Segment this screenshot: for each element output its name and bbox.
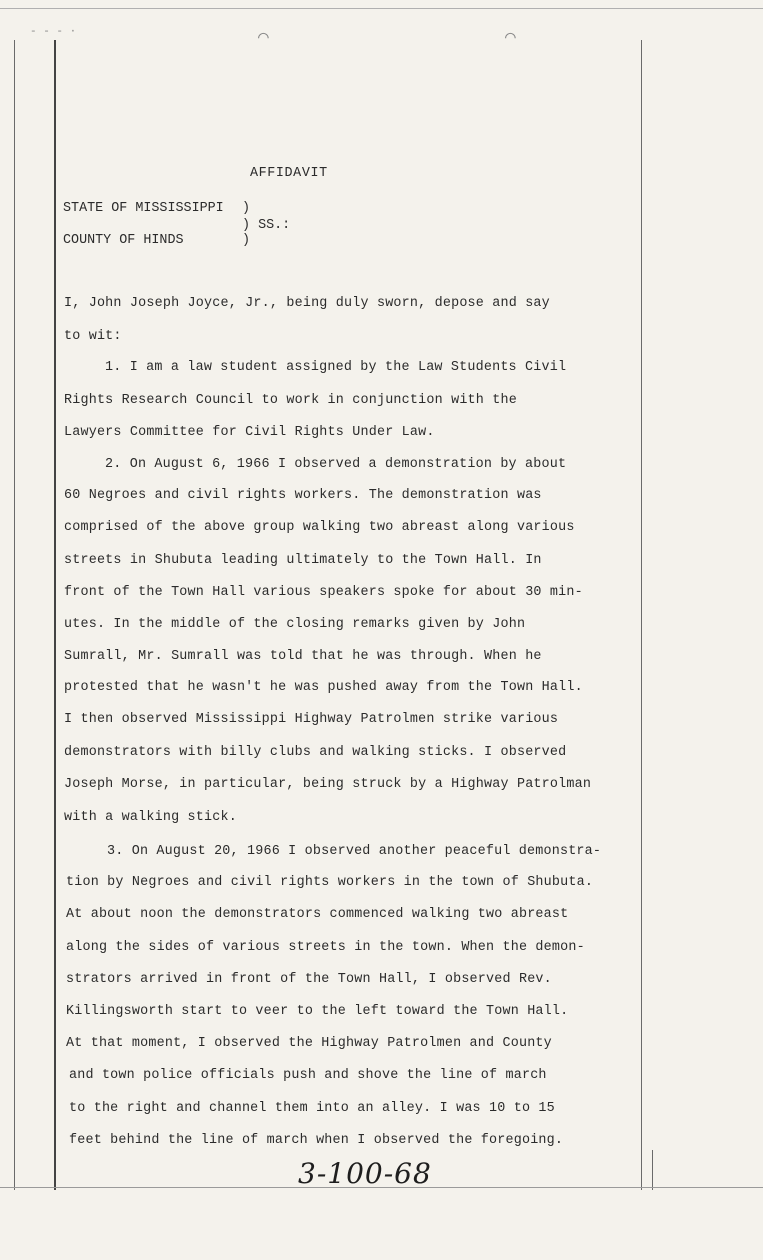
left-margin-rule-inner (54, 40, 56, 1190)
body-line: At that moment, I observed the Highway Patrolmen and County (66, 1036, 552, 1051)
body-line: with a walking stick. (64, 810, 237, 825)
body-line: 2. On August 6, 1966 I observed a demonstration by about (105, 457, 567, 472)
caption-state: STATE OF MISSISSIPPI (63, 201, 224, 216)
right-margin-rule-outer (652, 1150, 653, 1190)
handwritten-page-number: 3-100-68 (298, 1157, 432, 1190)
body-line: comprised of the above group walking two abreast along various (64, 520, 575, 535)
body-line: strators arrived in front of the Town Hall, I observed Rev. (66, 972, 552, 987)
body-line: and town police officials push and shove the line of march (69, 1068, 547, 1083)
body-line: 3. On August 20, 1966 I observed another peaceful demonstra- (107, 844, 602, 859)
body-line: At about noon the demonstrators commenced walking two abreast (66, 907, 569, 922)
body-line: tion by Negroes and civil rights workers in the town of Shubuta. (66, 875, 594, 890)
top-edge-line (0, 8, 763, 9)
body-line: front of the Town Hall various speakers spoke for about 30 min- (64, 585, 583, 600)
body-line: Rights Research Council to work in conjunction with the (64, 393, 517, 408)
body-line: I then observed Mississippi Highway Patrolmen strike various (64, 712, 559, 727)
body-line: utes. In the middle of the closing remarks given by John (64, 617, 526, 632)
body-line: Joseph Morse, in particular, being struck by a Highway Patrolman (64, 777, 592, 792)
body-line: to the right and channel them into an alley. I was 10 to 15 (69, 1101, 555, 1116)
body-line: feet behind the line of march when I observed the foregoing. (69, 1133, 564, 1148)
scan-speck-top: ⌒ (258, 28, 269, 48)
document-title: AFFIDAVIT (250, 166, 328, 181)
caption-paren-1: ) (242, 201, 251, 216)
caption-county: COUNTY OF HINDS (63, 233, 184, 248)
body-line: demonstrators with billy clubs and walking sticks. I observed (64, 745, 567, 760)
body-line: Lawyers Committee for Civil Rights Under Law. (64, 425, 435, 440)
body-line: protested that he wasn't he was pushed away from the Town Hall. (64, 680, 583, 695)
body-line: along the sides of various streets in the town. When the demon- (66, 940, 585, 955)
body-line: I, John Joseph Joyce, Jr., being duly sworn, depose and say (64, 296, 550, 311)
scan-speck-top-left: - - - · (30, 26, 77, 38)
right-margin-rule (641, 40, 642, 1190)
body-line: 60 Negroes and civil rights workers. The demonstration was (64, 488, 542, 503)
body-line: to wit: (64, 329, 122, 344)
caption-ss: ) SS.: (242, 218, 291, 233)
scan-speck-top-right: ⌒ (505, 28, 516, 48)
body-line: streets in Shubuta leading ultimately to the Town Hall. In (64, 553, 542, 568)
caption-paren-2: ) (242, 233, 251, 248)
body-line: 1. I am a law student assigned by the Law Students Civil (105, 360, 567, 375)
body-line: Sumrall, Mr. Sumrall was told that he was through. When he (64, 649, 542, 664)
body-line: Killingsworth start to veer to the left toward the Town Hall. (66, 1004, 569, 1019)
left-margin-rule (14, 40, 15, 1190)
